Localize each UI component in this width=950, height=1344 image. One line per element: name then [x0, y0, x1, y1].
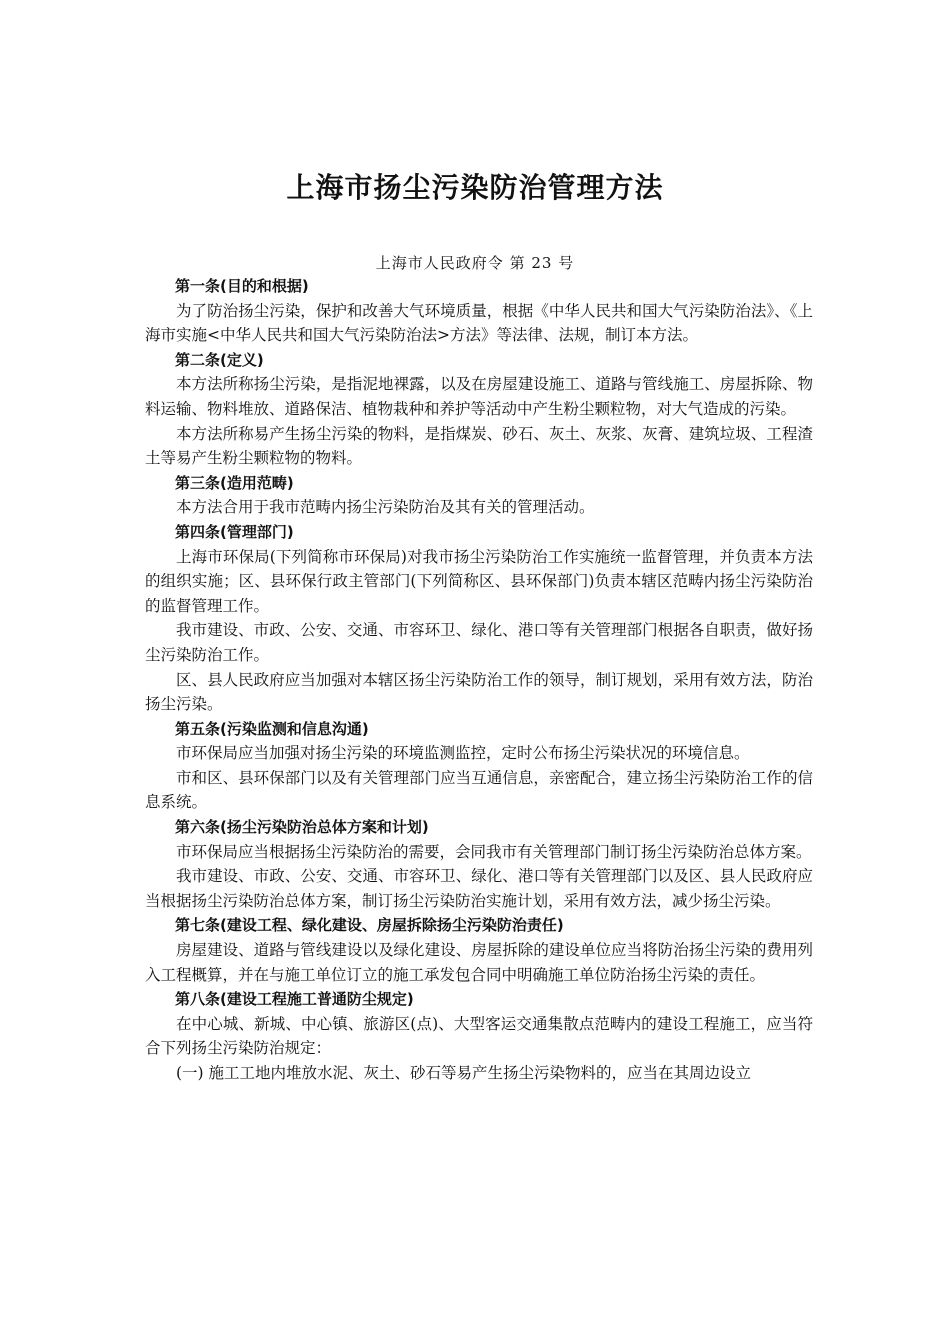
article-heading: 第一条(目的和根据)	[175, 277, 309, 295]
article-paragraph: 为了防治扬尘污染，保护和改善大气环境质量，根据《中华人民共和国大气污染防治法》、《上海市实施<中华人民共和国大气污染防治法>方法》等法律、法规，制订本方法。	[145, 301, 813, 345]
article-heading: 第三条(造用范畴)	[175, 473, 294, 492]
article-heading: 第四条(管理部门)	[175, 522, 294, 541]
article-paragraph: 本方法所称易产生扬尘污染的物料，是指煤炭、砂石、灰土、灰浆、灰膏、建筑垃圾、工程渣土等易产生粉尘颗粒物的物料。	[145, 424, 813, 468]
article-paragraph: 市环保局应当根据扬尘污染防治的需要，会同我市有关管理部门制订扬尘污染防治总体方案。	[176, 842, 812, 861]
article-heading: 第七条(建设工程、绿化建设、房屋拆除扬尘污染防治责任)	[175, 916, 564, 935]
article-paragraph: 区、县人民政府应当加强对本辖区扬尘污染防治工作的领导，制订规划，采用有效方法，防治扬尘污染。	[145, 670, 813, 714]
document-body	[145, 274, 813, 1086]
article-paragraph: 本方法所称扬尘污染，是指泥地裸露，以及在房屋建设施工、道路与管线施工、房屋拆除、物料运输、物料堆放、道路保洁、植物栽种和养护等活动中产生粉尘颗粒物，对大气造成的污染。	[145, 375, 813, 418]
decree-number: 上海市人民政府令 第 23 号	[375, 254, 575, 272]
article-paragraph: 房屋建设、道路与管线建设以及绿化建设、房屋拆除的建设单位应当将防治扬尘污染的费用列入工程概算，并在与施工单位订立的施工承发包合同中明确施工单位防治扬尘污染的责任。	[145, 941, 813, 984]
article-paragraph: (一) 施工工地内堆放水泥、灰土、砂石等易产生扬尘污染物料的，应当在其周边设立	[176, 1064, 752, 1082]
article-paragraph: 市和区、县环保部门以及有关管理部门应当互通信息，亲密配合，建立扬尘污染防治工作的信息系统。	[145, 768, 813, 812]
article-heading: 第五条(污染监测和信息沟通)	[175, 719, 369, 738]
article-heading: 第八条(建设工程施工普通防尘规定)	[175, 990, 414, 1009]
article-paragraph: 上海市环保局(下列简称市环保局)对我市扬尘污染防治工作实施统一监督管理，并负责本方法的组织实施；区、县环保行政主管部门(下列简称区、县环保部门)负责本辖区范畴内扬尘污染防治的监督管理工作。	[145, 547, 813, 615]
article-paragraph: 我市建设、市政、公安、交通、市容环卫、绿化、港口等有关管理部门以及区、县人民政府应当根据扬尘污染防治总体方案，制订扬尘污染防治实施计划，采用有效方法，减少扬尘污染。	[145, 867, 813, 910]
article-heading: 第六条(扬尘污染防治总体方案和计划)	[175, 818, 429, 837]
article-paragraph: 在中心城、新城、中心镇、旅游区(点)、大型客运交通集散点范畴内的建设工程施工，应当符合下列扬尘污染防治规定：	[145, 1014, 813, 1058]
article-paragraph: 我市建设、市政、公安、交通、市容环卫、绿化、港口等有关管理部门根据各自职责，做好扬尘污染防治工作。	[145, 621, 813, 664]
document-title: 上海市扬尘污染防治管理方法	[286, 171, 664, 204]
article-heading: 第二条(定义)	[175, 350, 264, 369]
article-paragraph: 本方法合用于我市范畴内扬尘污染防治及其有关的管理活动。	[176, 498, 595, 517]
article-paragraph: 市环保局应当加强对扬尘污染的环境监测监控，定时公布扬尘污染状况的环境信息。	[176, 744, 750, 763]
